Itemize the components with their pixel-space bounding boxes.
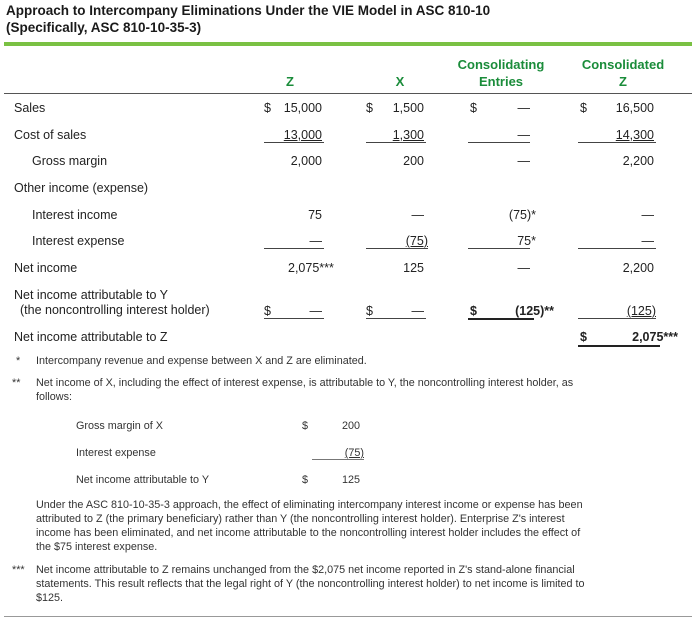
col-header-consolidated bbox=[570, 56, 676, 90]
to-z-cons-dollar: $ bbox=[580, 330, 587, 344]
footnote-3-line-1: Net income attributable to Z remains unchanged from the $2,075 net income reported in Z's stand-alone financial bbox=[36, 564, 575, 576]
cost-cons-value: 14,300 bbox=[615, 128, 654, 142]
cost-x-underline bbox=[366, 142, 426, 143]
int-expense-x-value: (75) bbox=[405, 234, 428, 248]
to-z-cons-value: 2,075*** bbox=[632, 330, 678, 344]
row-label-nci bbox=[14, 288, 210, 318]
bottom-rule bbox=[4, 616, 692, 617]
footnote-3-line-2: statements. This result reflects that the legal right of Y (the noncontrolling interest holder) to net income is limited to bbox=[36, 578, 585, 590]
nci-label-line-2: (the noncontrolling interest holder) bbox=[20, 303, 210, 317]
footnote-2-line-1: Net income of X, including the effect of interest expense, is attributable to Y, the noncontrolling interest holder, as bbox=[36, 377, 574, 389]
footnote-3-line-3: $125. bbox=[36, 592, 64, 604]
net-income-z-value: 2,075*** bbox=[288, 261, 334, 275]
sales-x-dollar: $ bbox=[366, 101, 373, 115]
cost-z-underline bbox=[264, 142, 324, 143]
subtable-gross-dollar: $ bbox=[302, 420, 309, 432]
title-accent-bar bbox=[4, 42, 692, 46]
col-header-eliminations-line-1: Consolidating bbox=[457, 57, 545, 72]
row-label-interest-expense: Interest expense bbox=[32, 234, 125, 248]
title-line-1: Approach to Intercompany Eliminations Under the VIE Model in ASC 810-10 bbox=[6, 3, 491, 18]
sales-cons-dollar: $ bbox=[580, 101, 587, 115]
int-income-cons-value: — bbox=[641, 208, 654, 222]
col-header-z: Z bbox=[286, 74, 294, 89]
sales-x-value: 1,500 bbox=[392, 101, 424, 115]
footnote-1-text: Intercompany revenue and expense between X and Z are eliminated. bbox=[36, 355, 367, 367]
row-label-other-income: Other income (expense) bbox=[14, 181, 149, 195]
int-expense-cons-underline bbox=[578, 248, 656, 249]
int-income-elim-value: (75)* bbox=[508, 208, 536, 222]
nci-z-dollar: $ bbox=[264, 304, 271, 318]
gross-cons-value: 2,200 bbox=[622, 154, 654, 168]
net-income-cons-value: 2,200 bbox=[622, 261, 654, 275]
cost-cons-underline bbox=[578, 142, 656, 143]
nci-label-line-1: Net income attributable to Y bbox=[14, 288, 169, 302]
subtable-interest-value: (75) bbox=[344, 447, 364, 459]
nci-x-value: — bbox=[411, 304, 424, 318]
int-income-z-value: 75 bbox=[308, 208, 322, 222]
footnote-2-text bbox=[36, 376, 573, 404]
gross-x-value: 200 bbox=[403, 154, 424, 168]
col-header-eliminations-line-2: Entries bbox=[478, 74, 524, 89]
paragraph-line-3: income has been eliminated, and net income attributable to the noncontrolling interest holder includes the effect of bbox=[36, 527, 581, 539]
gross-elim-value: — bbox=[517, 154, 530, 168]
int-expense-elim-value: 75* bbox=[517, 234, 536, 248]
sales-z-value: 15,000 bbox=[283, 101, 322, 115]
cost-elim-value: — bbox=[517, 128, 530, 142]
nci-elim-value: (125)** bbox=[515, 304, 554, 318]
int-income-x-value: — bbox=[411, 208, 424, 222]
title-line-2: (Specifically, ASC 810-10-35-3) bbox=[6, 20, 202, 35]
row-label-interest-income: Interest income bbox=[32, 208, 118, 222]
sales-z-dollar: $ bbox=[264, 101, 271, 115]
nci-elim-underline bbox=[468, 318, 534, 320]
row-label-cost-of-sales: Cost of sales bbox=[14, 128, 87, 142]
int-expense-elim-underline bbox=[468, 248, 530, 249]
row-label-gross-margin: Gross margin bbox=[32, 154, 108, 168]
nci-elim-dollar: $ bbox=[470, 304, 477, 318]
int-expense-z-value: — bbox=[309, 234, 322, 248]
subtable-gross-label: Gross margin of X bbox=[76, 420, 164, 432]
subtable-net-label: Net income attributable to Y bbox=[76, 474, 210, 486]
footnote-2-marker: ** bbox=[12, 377, 21, 389]
col-header-x: X bbox=[395, 74, 405, 89]
nci-x-dollar: $ bbox=[366, 304, 373, 318]
footnote-1-marker: * bbox=[16, 355, 21, 367]
footnote-3-text bbox=[36, 563, 585, 605]
paragraph-line-1: Under the ASC 810-10-35-3 approach, the effect of eliminating intercompany interest income or expense has been bbox=[36, 499, 583, 511]
sales-elim-dollar: $ bbox=[470, 101, 477, 115]
col-header-consolidated-line-2: Z bbox=[619, 74, 627, 89]
row-label-sales: Sales bbox=[14, 101, 46, 115]
sales-cons-value: 16,500 bbox=[615, 101, 654, 115]
subtable-interest-underline bbox=[312, 459, 364, 460]
nci-cons-underline bbox=[578, 318, 656, 319]
nci-cons-value: (125) bbox=[626, 304, 656, 318]
cost-x-value: 1,300 bbox=[392, 128, 424, 142]
footnote-3-marker: *** bbox=[12, 564, 25, 576]
col-header-consolidated-line-1: Consolidated bbox=[581, 57, 665, 72]
gross-z-value: 2,000 bbox=[290, 154, 322, 168]
footnote-2-paragraph bbox=[36, 498, 583, 554]
to-z-underline bbox=[578, 345, 660, 347]
subtable-interest-label: Interest expense bbox=[76, 447, 156, 459]
cost-elim-underline bbox=[468, 142, 530, 143]
sales-elim-value: — bbox=[517, 101, 530, 115]
row-label-net-income: Net income bbox=[14, 261, 78, 275]
paragraph-line-2: attributed to Z (the primary beneficiary) rather than Y (the noncontrolling interest holder). Enterprise Z's interest bbox=[36, 513, 565, 525]
int-expense-z-underline bbox=[264, 248, 324, 249]
footnote-2-line-2: follows: bbox=[36, 391, 73, 403]
paragraph-line-4: the $75 interest expense. bbox=[36, 541, 158, 553]
row-label-attributable-to-z: Net income attributable to Z bbox=[14, 330, 168, 344]
nci-x-underline bbox=[366, 318, 426, 319]
net-income-x-value: 125 bbox=[403, 261, 424, 275]
nci-z-underline bbox=[264, 318, 324, 319]
int-expense-cons-value: — bbox=[641, 234, 654, 248]
col-header-eliminations bbox=[446, 56, 556, 90]
net-income-elim-value: — bbox=[517, 261, 530, 275]
subtable-net-dollar: $ bbox=[302, 474, 309, 486]
int-expense-x-underline bbox=[366, 248, 428, 249]
nci-z-value: — bbox=[309, 304, 322, 318]
subtable-gross-value: 200 bbox=[341, 420, 360, 432]
header-rule bbox=[4, 93, 692, 94]
document-title bbox=[6, 2, 490, 36]
subtable-net-value: 125 bbox=[341, 474, 360, 486]
cost-z-value: 13,000 bbox=[283, 128, 322, 142]
